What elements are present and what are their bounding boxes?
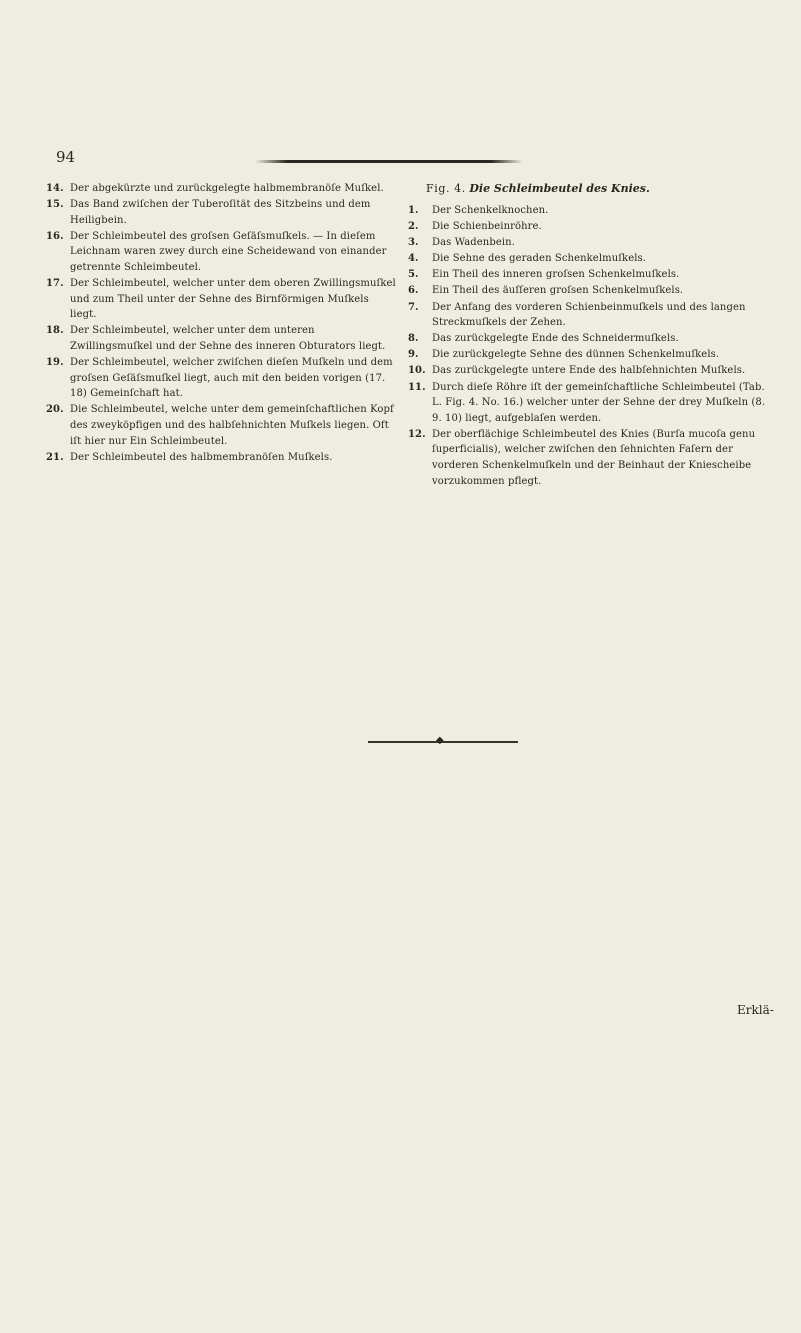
- item-number: 1.: [408, 205, 419, 216]
- item-number: 3.: [408, 237, 419, 249]
- item-number: 14.: [46, 183, 64, 194]
- item-text: Durch dieſe Röhre iſt der gemeinſchaftliche Schleimbeutel (Tab. L. Fig. 4. No. 16.) welcher unter der Sehne der drey Muſkeln (8. 9. 10) liegt, aufgeblaſen werden.: [432, 381, 766, 424]
- figure-label: Fig. 4.: [426, 182, 466, 195]
- right-column: [408, 181, 776, 490]
- item-number: 2.: [408, 221, 419, 233]
- item-text: Das Wadenbein.: [432, 237, 515, 249]
- item-text: Die Schleimbeutel, welche unter dem gemeinſchaftlichen Kopf des zweyköpfigen und des halbſehnichten Muſkels liegen. Oft iſt hier nur Ein Schleimbeutel.: [70, 404, 394, 447]
- item-number: 12.: [408, 428, 426, 440]
- item-text: Der Schenkelknochen.: [432, 205, 549, 216]
- list-item: [46, 323, 396, 354]
- list-item: [46, 229, 396, 276]
- item-text: Der Schleimbeutel, welcher zwiſchen dieſen Muſkeln und dem groſsen Geſäſsmuſkel liegt, auch mit den beiden vorigen (17. 18) Gemeinſchaft hat.: [70, 357, 393, 400]
- item-text: Ein Theil des inneren groſsen Schenkelmuſkels.: [432, 269, 680, 281]
- item-number: 9.: [408, 349, 419, 361]
- list-item: [408, 363, 776, 379]
- item-text: Der Schleimbeutel, welcher unter dem unteren Zwillingsmuſkel und der Sehne des inneren Obturators liegt.: [70, 325, 386, 352]
- list-item: [408, 235, 776, 251]
- item-text: Das zurückgelegte untere Ende des halbſehnichten Muſkels.: [432, 365, 746, 377]
- list-item: [408, 219, 776, 235]
- item-number: 5.: [408, 269, 419, 281]
- item-text: Das Band zwiſchen der Tuberoſität des Sitzbeins und dem Heiligbein.: [70, 199, 371, 226]
- list-item: [408, 427, 776, 489]
- item-text: Der Schleimbeutel des groſsen Geſäſsmuſkels. — In dieſem Leichnam waren zwey durch eine Scheidewand von einander getrennte Schleimbeutel.: [70, 230, 387, 273]
- catchword: Erklä-: [737, 1003, 774, 1017]
- list-item: [408, 380, 776, 427]
- list-item: [408, 267, 776, 283]
- item-text: Der Anfang des vorderen Schienbeinmuſkels und des langen Streckmuſkels der Zehen.: [432, 301, 746, 329]
- divider-ornament-icon: ◆: [436, 735, 444, 746]
- list-item: [46, 402, 396, 449]
- item-number: 21.: [46, 451, 64, 463]
- item-text: Das zurückgelegte Ende des Schneidermuſkels.: [432, 333, 679, 345]
- header-rule: [255, 160, 523, 163]
- list-item: [46, 355, 396, 402]
- list-item: [408, 251, 776, 267]
- list-item: [408, 283, 776, 299]
- item-text: Der Schleimbeutel des halbmembranöſen Muſkels.: [70, 451, 333, 463]
- item-text: Die Schienbeinröhre.: [432, 221, 542, 233]
- list-item: [408, 300, 776, 331]
- item-number: 6.: [408, 285, 419, 297]
- item-number: 15.: [46, 199, 64, 211]
- item-number: 7.: [408, 301, 419, 313]
- item-text: Der oberflächige Schleimbeutel des Knies (Burſa mucoſa genu ſuperficialis), welcher zwiſchen den ſehnichten Faſern der vorderen Schenkelmuſkeln und der Beinhaut der Kniescheibe vorzukommen pflegt.: [432, 428, 756, 487]
- item-number: 4.: [408, 253, 419, 265]
- item-text: Die zurückgelegte Sehne des dünnen Schenkelmuſkels.: [432, 349, 720, 361]
- list-item: [46, 276, 396, 323]
- item-number: 10.: [408, 365, 426, 377]
- list-item: [408, 203, 776, 219]
- list-item: [46, 450, 396, 466]
- list-item: [46, 181, 396, 197]
- item-text: Die Sehne des geraden Schenkelmuſkels.: [432, 253, 647, 265]
- left-column: [46, 181, 396, 466]
- item-number: 19.: [46, 357, 64, 369]
- item-number: 20.: [46, 404, 64, 416]
- item-number: 8.: [408, 333, 419, 345]
- item-text: Der Schleimbeutel, welcher unter dem oberen Zwillingsmuſkel und zum Theil unter der Sehne des Birnförmigen Muſkels liegt.: [70, 278, 396, 321]
- list-item: [408, 331, 776, 347]
- item-number: 11.: [408, 381, 426, 393]
- item-number: 16.: [46, 230, 64, 242]
- item-text: Der abgekürzte und zurückgelegte halbmembranöſe Muſkel.: [70, 183, 384, 194]
- item-number: 17.: [46, 278, 64, 290]
- item-text: Ein Theil des äuſſeren groſsen Schenkelmuſkels.: [432, 285, 684, 297]
- figure-title: [426, 181, 776, 197]
- item-number: 18.: [46, 325, 64, 337]
- figure-caption: Die Schleimbeutel des Knies.: [469, 182, 650, 195]
- list-item: [408, 347, 776, 363]
- list-item: [46, 197, 396, 228]
- page-number: 94: [56, 148, 76, 166]
